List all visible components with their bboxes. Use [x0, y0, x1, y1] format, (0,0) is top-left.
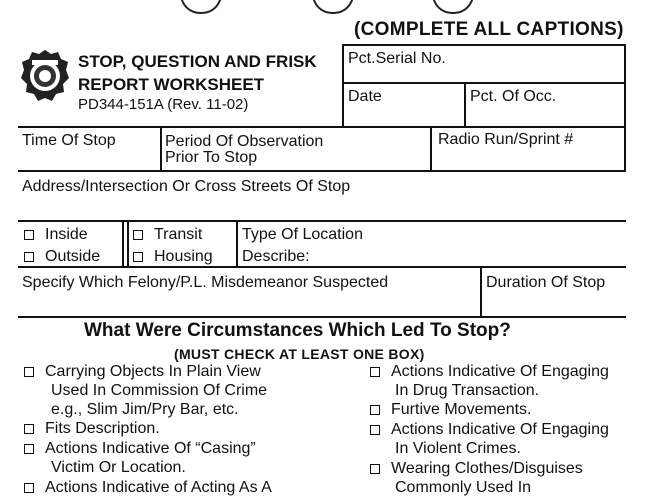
circ-right-4-line2: Commonly Used In — [395, 479, 532, 496]
checkbox-icon — [370, 367, 380, 377]
radio-run-field[interactable]: Radio Run/Sprint # — [438, 131, 574, 148]
checkbox-icon — [370, 405, 380, 415]
type-of-location-field[interactable]: Type Of Location — [242, 226, 363, 243]
period-observation-field-line1[interactable]: Period Of Observation — [165, 133, 324, 150]
pct-occ-field[interactable]: Pct. Of Occ. — [470, 88, 557, 105]
inside-checkbox[interactable]: Inside — [24, 226, 88, 244]
form-number: PD344-151A (Rev. 11-02) — [78, 96, 249, 113]
checkbox-icon — [24, 230, 34, 240]
circ-right-1-line2: In Drug Transaction. — [395, 382, 540, 399]
checkbox-icon — [370, 425, 380, 435]
checkbox-icon — [24, 252, 34, 262]
checkbox-icon — [370, 464, 380, 474]
binder-hole-center — [312, 0, 354, 14]
nypd-badge-logo — [20, 48, 70, 104]
duration-of-stop-field[interactable]: Duration Of Stop — [486, 274, 606, 291]
binder-hole-left — [180, 0, 222, 14]
circ-left-1-line3: e.g., Slim Jim/Pry Bar, etc. — [51, 401, 239, 418]
form-title-line1: STOP, QUESTION AND FRISK — [78, 52, 317, 71]
date-field[interactable]: Date — [348, 88, 382, 105]
circ-left-4[interactable]: Actions Indicative of Acting As A — [24, 479, 272, 497]
transit-checkbox[interactable]: Transit — [133, 226, 202, 244]
housing-checkbox[interactable]: Housing — [133, 248, 213, 266]
checkbox-icon — [24, 483, 34, 493]
circumstances-title: What Were Circumstances Which Led To Stop? — [84, 320, 511, 341]
complete-captions-notice: (COMPLETE ALL CAPTIONS) — [354, 19, 624, 40]
circ-left-3-line2: Victim Or Location. — [51, 459, 186, 476]
address-field[interactable]: Address/Intersection Or Cross Streets Of Stop — [22, 178, 351, 195]
circ-right-1[interactable]: Actions Indicative Of Engaging — [370, 363, 609, 381]
period-observation-field-line2: Prior To Stop — [165, 149, 258, 166]
circ-right-4[interactable]: Wearing Clothes/Disguises — [370, 460, 583, 478]
form-title-line2: REPORT WORKSHEET — [78, 75, 265, 94]
describe-field[interactable]: Describe: — [242, 248, 310, 265]
circ-right-3[interactable]: Actions Indicative Of Engaging — [370, 421, 609, 439]
circumstances-subtitle: (MUST CHECK AT LEAST ONE BOX) — [174, 346, 425, 362]
felony-suspected-field[interactable]: Specify Which Felony/P.L. Misdemeanor Suspected — [22, 274, 389, 291]
circ-right-3-line2: In Violent Crimes. — [395, 440, 521, 457]
checkbox-icon — [133, 252, 143, 262]
binder-hole-right — [432, 0, 474, 14]
circ-left-1-line2: Used In Commission Of Crime — [51, 382, 268, 399]
outside-checkbox[interactable]: Outside — [24, 248, 100, 266]
checkbox-icon — [24, 367, 34, 377]
circ-left-3[interactable]: Actions Indicative Of “Casing” — [24, 440, 256, 458]
checkbox-icon — [24, 424, 34, 434]
time-of-stop-field[interactable]: Time Of Stop — [22, 132, 116, 149]
circ-right-2[interactable]: Furtive Movements. — [370, 401, 531, 419]
checkbox-icon — [133, 230, 143, 240]
circ-left-1[interactable]: Carrying Objects In Plain View — [24, 363, 261, 381]
checkbox-icon — [24, 444, 34, 454]
circ-left-2[interactable]: Fits Description. — [24, 420, 160, 438]
pct-serial-field[interactable]: Pct.Serial No. — [348, 50, 446, 67]
